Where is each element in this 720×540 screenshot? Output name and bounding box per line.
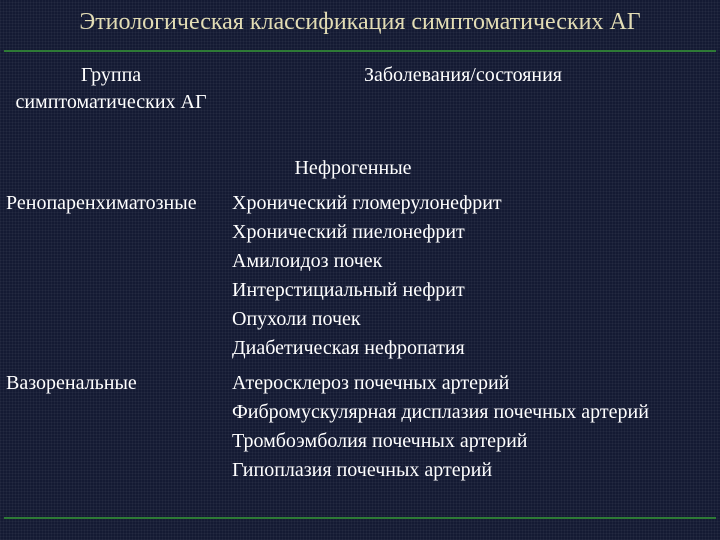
list-item: Опухоли почек [232, 308, 361, 330]
section-heading: Нефрогенные [294, 157, 412, 179]
list-item: Интерстициальный нефрит [232, 279, 465, 301]
list-item: Хронический гломерулонефрит [232, 192, 502, 214]
list-item: Диабетическая нефропатия [232, 337, 465, 359]
group-label-renoparenchymal: Ренопаренхиматозные [6, 192, 197, 214]
list-item: Гипоплазия почечных артерий [232, 459, 493, 481]
list-item: Атеросклероз почечных артерий [232, 372, 510, 394]
header-group-column: Группа симптоматических АГ [15, 64, 207, 113]
title-divider [4, 50, 716, 52]
list-item: Хронический пиелонефрит [232, 221, 465, 243]
group-label-vasorenal: Вазоренальные [6, 372, 137, 394]
slide-title: Этиологическая классификация симптоматических АГ [79, 9, 641, 35]
disease-list-vasorenal [232, 369, 662, 485]
list-item: Амилоидоз почек [232, 250, 383, 272]
bottom-divider [4, 517, 716, 519]
disease-list-renoparenchymal [232, 189, 702, 363]
list-item: Фибромускулярная дисплазия почечных артерий [232, 401, 649, 423]
list-item: Тромбоэмболия почечных артерий [232, 430, 528, 452]
header-diseases-column: Заболевания/состояния [363, 64, 563, 86]
